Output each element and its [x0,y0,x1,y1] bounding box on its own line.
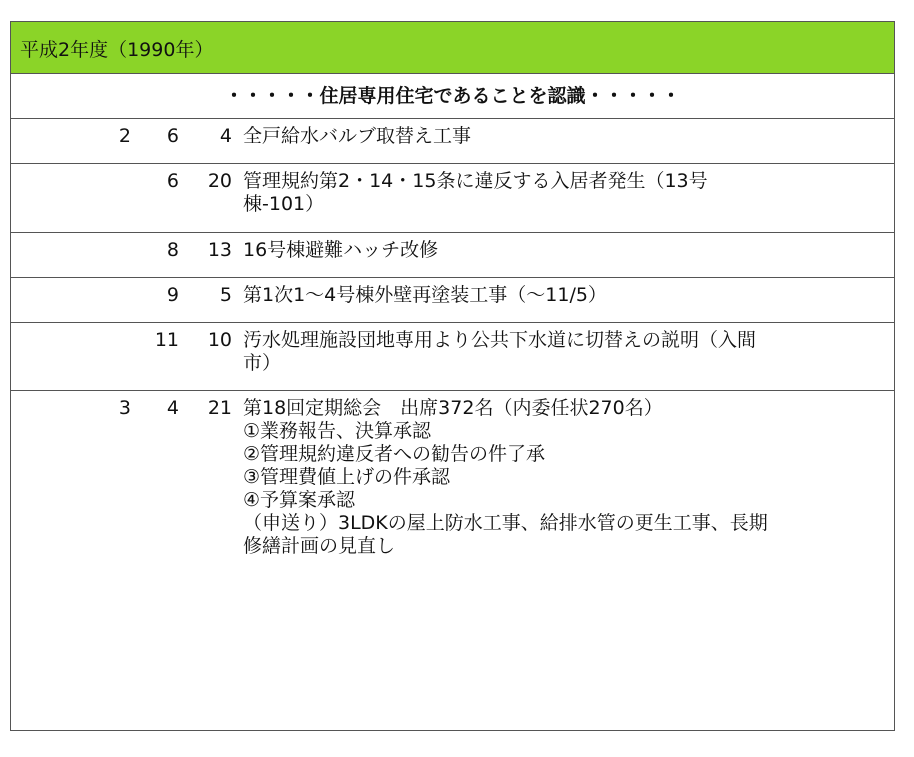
notice-text: ・・・・・住居専用住宅であることを認識・・・・・ [224,85,681,107]
row-day: 13 [207,239,232,261]
row-month: 9 [166,284,179,306]
row-year: 3 [118,397,131,419]
year-header [11,22,894,74]
table-row [11,323,894,391]
table-row [11,119,894,164]
table-row [11,278,894,323]
notice-row [11,74,894,119]
table-row [11,164,894,233]
row-day: 20 [207,170,232,192]
row-description: 汚水処理施設団地専用より公共下水道に切替えの説明（入間 市） [243,329,757,374]
row-description: 管理規約第2・14・15条に違反する入居者発生（13号 棟-101） [243,170,708,215]
row-day: 4 [219,125,232,147]
row-month: 6 [166,125,179,147]
row-day: 21 [207,397,232,419]
row-description: 第1次1～4号棟外壁再塗装工事（～11/5） [243,284,607,306]
row-description: 第18回定期総会 出席372名（内委任状270名） ①業務報告、決算承認 ②管理規約違反者への勧告の件了承 ③管理費値上げの件承認 ④予算案承認 （申送り）3LDKの屋上防水工事、給排水管の更生工事、長期 修繕計画の見直し [243,397,768,557]
row-description: 16号棟避難ハッチ改修 [243,239,439,261]
row-month: 4 [166,397,179,419]
row-year: 2 [118,125,131,147]
row-day: 10 [207,329,232,351]
row-month: 6 [166,170,179,192]
row-month: 11 [154,329,179,351]
row-month: 8 [166,239,179,261]
row-description: 全戸給水バルブ取替え工事 [243,125,472,147]
row-day: 5 [219,284,232,306]
year-header-title: 平成2年度（1990年） [20,39,214,61]
table-row [11,233,894,278]
table-row [11,391,894,730]
history-table [10,21,895,731]
